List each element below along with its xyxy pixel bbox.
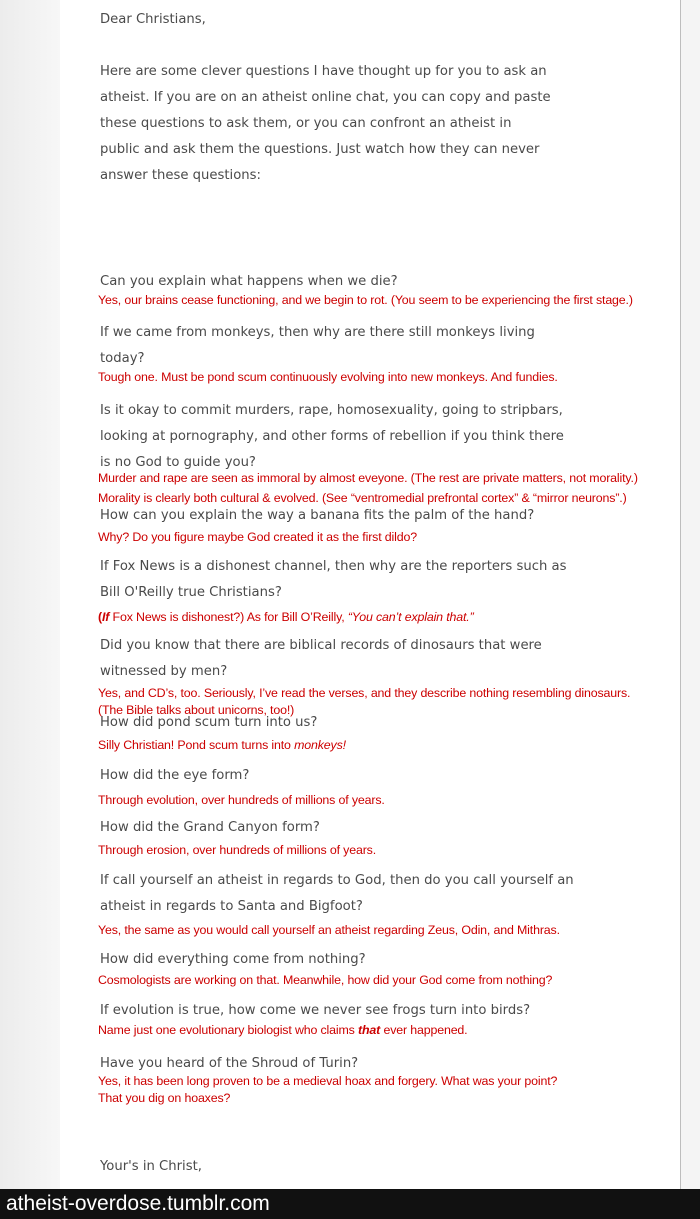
closing: Your's in Christ, — [100, 1159, 202, 1174]
question: How did pond scum turn into us? — [100, 715, 318, 730]
watermark-text: atheist-overdose.tumblr.com — [6, 1192, 270, 1215]
question: atheist in regards to Santa and Bigfoot? — [100, 899, 363, 914]
answer: Murder and rape are seen as immoral by almost eveyone. (The rest are private matters, not morality.) — [98, 471, 638, 485]
scrollbar-edge[interactable] — [680, 0, 700, 1189]
question: Have you heard of the Shroud of Turin? — [100, 1056, 359, 1071]
intro-line: these questions to ask them, or you can confront an atheist in — [100, 116, 512, 131]
question: Is it okay to commit murders, rape, homosexuality, going to stripbars, — [100, 403, 563, 418]
question: How did the Grand Canyon form? — [100, 820, 320, 835]
answer: Tough one. Must be pond scum continuously evolving into new monkeys. And fundies. — [98, 370, 558, 384]
question: If we came from monkeys, then why are there still monkeys living — [100, 325, 535, 340]
answer: (If Fox News is dishonest?) As for Bill O’Reilly, “You can’t explain that.” — [98, 610, 474, 624]
intro-line: atheist. If you are on an atheist online chat, you can copy and paste — [100, 90, 551, 105]
question: If evolution is true, how come we never see frogs turn into birds? — [100, 1003, 531, 1018]
intro-line: public and ask them the questions. Just watch how they can never — [100, 142, 540, 157]
question: looking at pornography, and other forms of rebellion if you think there — [100, 429, 564, 444]
watermark-bar — [0, 1189, 700, 1219]
answer: Yes, the same as you would call yourself an atheist regarding Zeus, Odin, and Mithras. — [98, 923, 560, 937]
greeting: Dear Christians, — [100, 12, 206, 27]
question: How did the eye form? — [100, 768, 250, 783]
answer: Silly Christian! Pond scum turns into monkeys! — [98, 738, 346, 752]
question: witnessed by men? — [100, 664, 228, 679]
question: How can you explain the way a banana fits the palm of the hand? — [100, 508, 535, 523]
answer: Cosmologists are working on that. Meanwhile, how did your God come from nothing? — [98, 973, 553, 987]
answer: Why? Do you figure maybe God created it as the first dildo? — [98, 530, 417, 544]
question: Bill O'Reilly true Christians? — [100, 585, 282, 600]
answer: Name just one evolutionary biologist who claims that ever happened. — [98, 1023, 468, 1037]
question: If Fox News is a dishonest channel, then why are the reporters such as — [100, 559, 567, 574]
answer: Through evolution, over hundreds of millions of years. — [98, 793, 385, 807]
intro-line: Here are some clever questions I have thought up for you to ask an — [100, 64, 547, 79]
question: today? — [100, 351, 145, 366]
question: If call yourself an atheist in regards to God, then do you call yourself an — [100, 873, 574, 888]
answer: Through erosion, over hundreds of millions of years. — [98, 843, 377, 857]
left-margin — [0, 0, 60, 1189]
question: is no God to guide you? — [100, 455, 256, 470]
answer: Yes, and CD’s, too. Seriously, I’ve read the verses, and they describe nothing resembling dinosaurs. — [98, 686, 631, 700]
question: Can you explain what happens when we die? — [100, 274, 398, 289]
answer: Yes, it has been long proven to be a medieval hoax and forgery. What was your point? — [98, 1074, 558, 1088]
answer: Morality is clearly both cultural & evolved. (See “ventromedial prefrontal cortex” & “mirror neurons”.) — [98, 491, 627, 505]
answer: Yes, our brains cease functioning, and we begin to rot. (You seem to be experiencing the first stage.) — [98, 293, 633, 307]
question: Did you know that there are biblical records of dinosaurs that were — [100, 638, 542, 653]
intro-line: answer these questions: — [100, 168, 261, 183]
answer: (The Bible talks about unicorns, too!) — [98, 703, 295, 717]
answer: That you dig on hoaxes? — [98, 1091, 231, 1105]
question: How did everything come from nothing? — [100, 952, 366, 967]
